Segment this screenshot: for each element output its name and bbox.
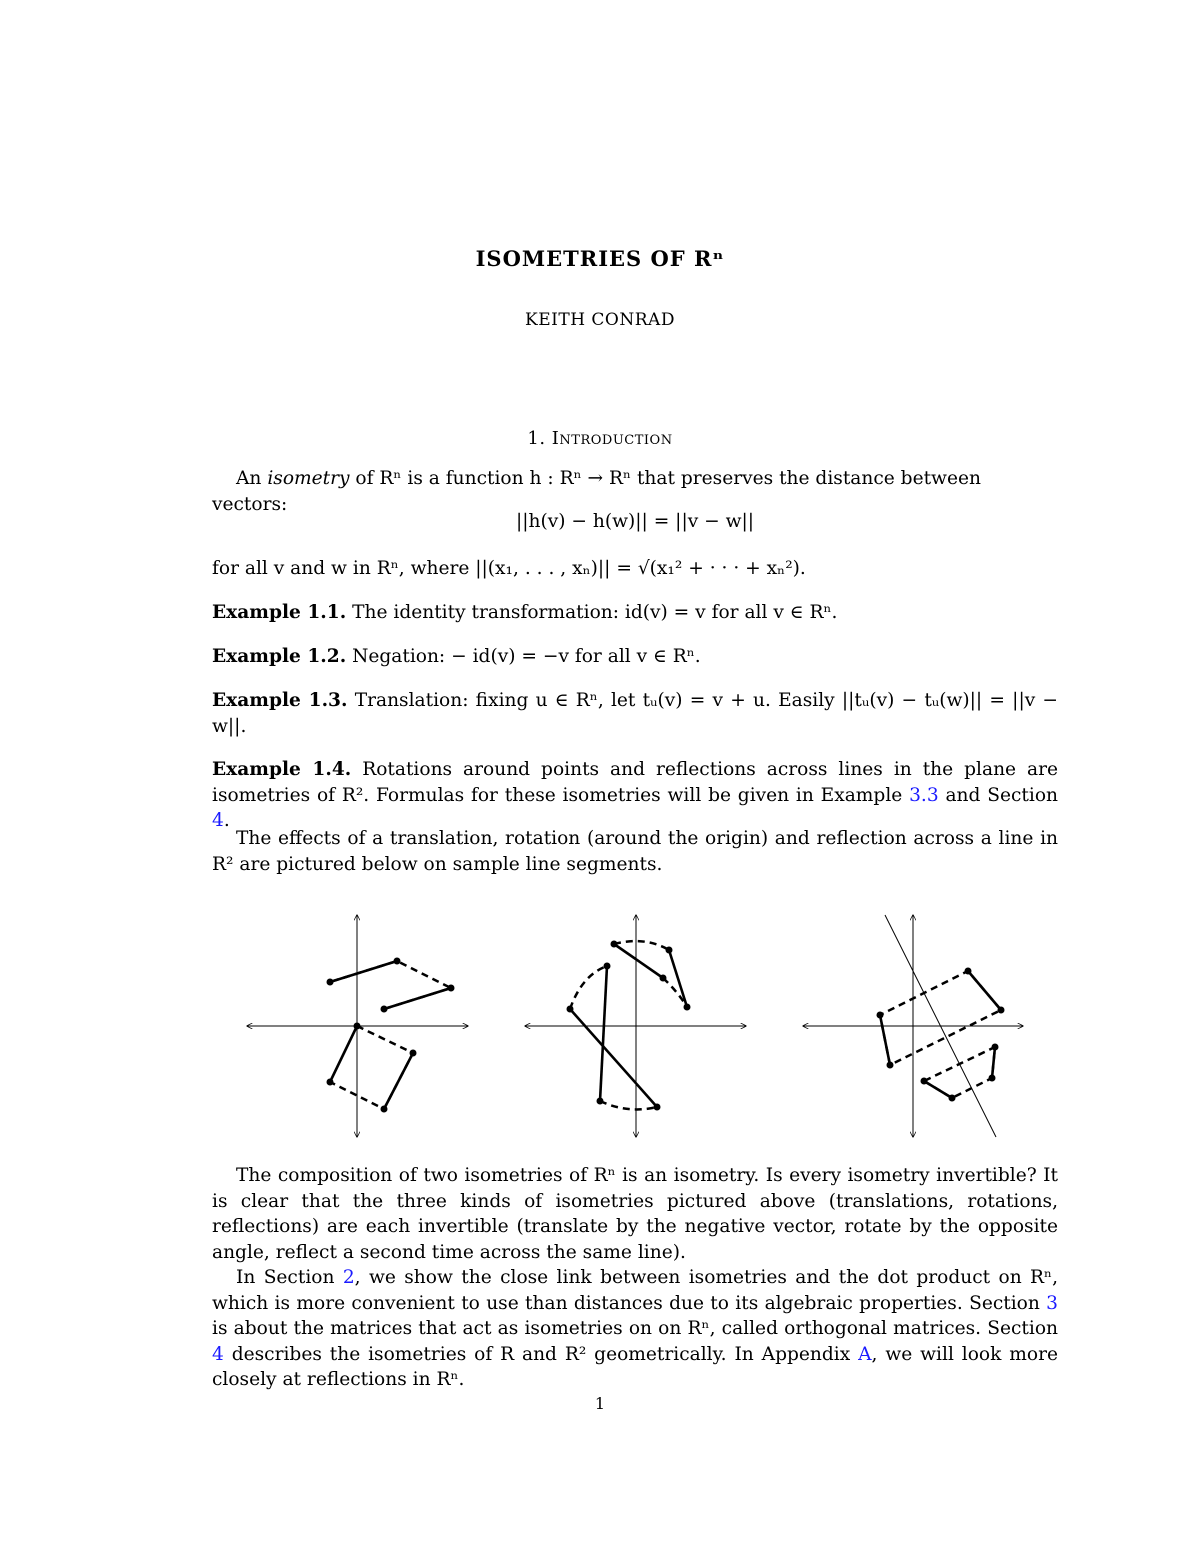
translation-upper-path: [330, 961, 451, 1009]
link-appendix-a[interactable]: A: [858, 1343, 872, 1365]
point: [921, 1078, 928, 1085]
reflected-segment: [968, 971, 1001, 1010]
point: [998, 1007, 1005, 1014]
point: [611, 941, 618, 948]
point: [410, 1050, 417, 1057]
segment-upper-b: [330, 961, 397, 982]
example-label: Example 1.3.: [212, 690, 348, 711]
point: [877, 1012, 884, 1019]
example-text-b: and Section: [938, 784, 1058, 806]
reflection-lower-path: [924, 1047, 995, 1098]
point: [354, 1023, 361, 1030]
distance-equation: ||h(v) − h(w)|| = ||v − w||: [515, 511, 755, 532]
translation-figure: [247, 915, 468, 1137]
segment-lower-b: [384, 1053, 413, 1109]
point: [660, 975, 667, 982]
point: [654, 1104, 661, 1111]
example-label: Example 1.2.: [212, 646, 347, 667]
segment-upper-a: [384, 988, 451, 1009]
sections-text-c: is about the matrices that act as isometries on on Rⁿ, called orthogonal matrices. Section: [212, 1318, 1058, 1339]
sections-text-d: describes the isometries of R and R² geometrically. In Appendix: [223, 1343, 859, 1365]
point: [567, 1006, 574, 1013]
point: [992, 1044, 999, 1051]
example-text: Translation: fixing u ∈ Rⁿ, let tᵤ(v) = v + u. Easily ||tᵤ(v) − tᵤ(w)|| = ||v − w||.: [212, 690, 1059, 737]
page-number: 1: [594, 1394, 606, 1413]
example-text: The identity transformation: id(v) = v for all v ∈ Rⁿ.: [346, 602, 838, 623]
sections-text-e: , we will look more closely at reflections in Rⁿ.: [212, 1343, 1058, 1390]
link-section-2[interactable]: 2: [342, 1267, 355, 1288]
point: [684, 1004, 691, 1011]
example-text-c: .: [223, 810, 230, 831]
sections-paragraph: [212, 1265, 1058, 1393]
reflected-segment: [992, 1047, 995, 1078]
rotation-figure: [525, 915, 746, 1137]
paper-title: ISOMETRIES OF Rⁿ: [475, 246, 725, 271]
example-text-a: Rotations around points and reflections across lines in the plane are isometries of R². Formulas for these isometries will be given in Example: [212, 759, 1058, 806]
translation-lower-path: [330, 1026, 413, 1109]
point: [989, 1075, 996, 1082]
point: [327, 1079, 334, 1086]
point: [965, 968, 972, 975]
author-name: KEITH CONRAD: [525, 310, 675, 330]
rotated-segment: [570, 1009, 657, 1107]
point: [949, 1095, 956, 1102]
point: [327, 979, 334, 986]
link-section-4[interactable]: 4: [212, 810, 224, 831]
point: [604, 963, 611, 970]
point: [394, 958, 401, 965]
rotation-arc: [600, 1101, 657, 1109]
link-section-3[interactable]: 3: [1046, 1292, 1058, 1314]
norm-paragraph: for all v and w in Rⁿ, where ||(x₁, . . . , xₙ)|| = √(x₁² + · · · + xₙ²).: [212, 558, 806, 579]
point: [381, 1006, 388, 1013]
reflected-segment: [924, 1081, 952, 1098]
sections-text-b: , we show the close link between isometries and the dot product on Rⁿ, which is more convenient to use than distances due to its algebraic properties. Section: [212, 1267, 1058, 1314]
point: [381, 1106, 388, 1113]
point: [887, 1062, 894, 1069]
example-text: Negation: − id(v) = −v for all v ∈ Rⁿ.: [346, 646, 701, 667]
sections-text-a: In Section: [236, 1267, 343, 1288]
section-heading: 1. Introduction: [527, 428, 673, 449]
composition-paragraph: The composition of two isometries of Rⁿ is an isometry. Is every isometry invertible? It is clear that the three kinds of isometries pictured above (translations, rotations, reflections) are each invertible (translate by the negative vector, rotate by the opposite angle, reflect a second time across the same line).: [212, 1165, 1058, 1263]
link-section-4[interactable]: 4: [212, 1343, 224, 1365]
effects-paragraph: The effects of a translation, rotation (around the origin) and reflection across a line in R² are pictured below on sample line segments.: [212, 828, 1058, 875]
rotation-arc: [570, 966, 607, 1009]
intro-text-a: An: [236, 468, 268, 489]
reflection-figure: [803, 915, 1023, 1137]
reflection-upper-path: [880, 971, 1001, 1065]
example-label: Example 1.1.: [212, 602, 347, 623]
segment-lower-a: [330, 1026, 357, 1082]
reflected-segment: [880, 1015, 890, 1065]
link-example-3-3[interactable]: 3.3: [909, 784, 939, 806]
isometry-term: isometry: [267, 468, 350, 489]
example-label: Example 1.4.: [212, 759, 352, 780]
rotated-segment: [614, 944, 663, 978]
rotated-segment: [600, 966, 607, 1101]
point: [597, 1098, 604, 1105]
intro-text-b: of Rⁿ is a function h : Rⁿ → Rⁿ that preserves the distance between vectors:: [212, 468, 981, 515]
point: [666, 947, 673, 954]
point: [448, 985, 455, 992]
rotated-segment: [669, 950, 687, 1007]
